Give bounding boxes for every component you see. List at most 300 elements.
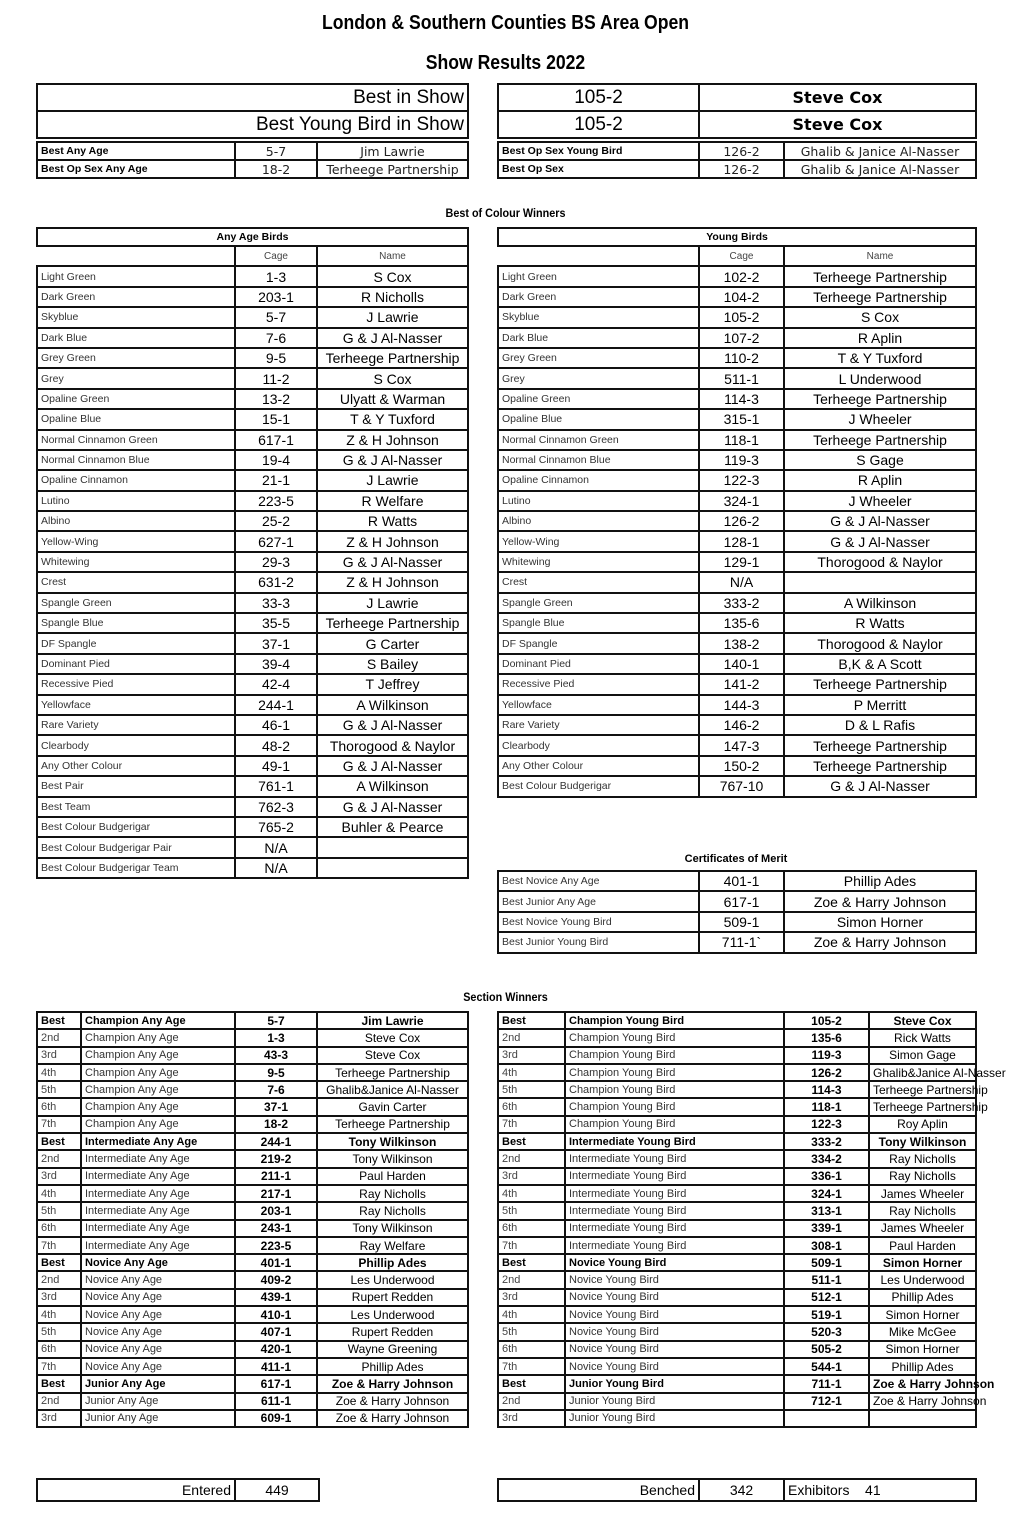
colour-label: Dark Green [37, 287, 235, 307]
table-row [37, 1012, 468, 1029]
table-row [498, 1133, 976, 1150]
class-name: Novice Any Age [81, 1289, 235, 1306]
top-awards-left-small [36, 141, 469, 179]
colour-label: Clearbody [37, 735, 235, 755]
exhibitor-name: J Lawrie [317, 470, 468, 490]
exhibitor-name: Zoe & Harry Johnson [869, 1393, 976, 1410]
placing: 3rd [37, 1410, 81, 1427]
exhibitor-name: D & L Rafis [784, 715, 976, 735]
colour-label: Dark Green [498, 287, 699, 307]
placing: 7th [37, 1237, 81, 1254]
award-row: Best Any Age 5-7 Jim Lawrie [37, 142, 468, 160]
exhibitor-name: G & J Al-Nasser [317, 756, 468, 776]
placing: 3rd [498, 1410, 565, 1427]
table-row [37, 531, 468, 551]
cage-header: Cage [235, 246, 317, 266]
placing: 6th [498, 1341, 565, 1358]
table-row [498, 1081, 976, 1098]
exhibitor-name [317, 858, 468, 878]
colour-label: Normal Cinnamon Green [498, 430, 699, 450]
exhibitor-name: Phillip Ades [869, 1358, 976, 1375]
table-row [37, 613, 468, 633]
placing: 4th [37, 1185, 81, 1202]
cage-number: 37-1 [235, 1098, 317, 1115]
cage-number: 1-3 [235, 266, 317, 286]
cage-number: 129-1 [699, 552, 784, 572]
exhibitor-name: Ray Nicholls [869, 1202, 976, 1219]
exhibitor-name [784, 572, 976, 592]
colour-label: Whitewing [37, 552, 235, 572]
cage-number: 333-2 [699, 593, 784, 613]
cage-number: 767-10 [699, 776, 784, 796]
exhibitor-name: Terheege Partnership [784, 756, 976, 776]
benched-label: Benched [498, 1479, 699, 1501]
cage-number: 122-3 [784, 1116, 869, 1133]
colour-label: Lutino [37, 491, 235, 511]
cage-number: 244-1 [235, 695, 317, 715]
placing: Best [498, 1012, 565, 1029]
exhibitor-name: Jim Lawrie [317, 1012, 468, 1029]
colour-label: Light Green [37, 266, 235, 286]
exhibitor-name: Mike McGee [869, 1323, 976, 1340]
placing: 3rd [37, 1168, 81, 1185]
table-row [498, 1289, 976, 1306]
class-name: Novice Any Age [81, 1254, 235, 1271]
best-young-in-show-label: Best Young Bird in Show [37, 111, 468, 138]
exhibitor-name: Simon Horner [784, 912, 976, 932]
placing: 4th [37, 1064, 81, 1081]
cage-number: 7-6 [235, 328, 317, 348]
placing: 5th [498, 1081, 565, 1098]
cage-number: 11-2 [235, 368, 317, 388]
table-row [498, 450, 976, 470]
cage-number: 512-1 [784, 1289, 869, 1306]
cage-number: 509-1 [784, 1254, 869, 1271]
cage-number: 105-2 [699, 307, 784, 327]
exhibitor-name: Zoe & Harry Johnson [784, 932, 976, 952]
table-row [37, 287, 468, 307]
class-name: Junior Any Age [81, 1393, 235, 1410]
table-row [37, 1306, 468, 1323]
section-young-table [497, 1011, 1006, 1428]
table-row [37, 1202, 468, 1219]
table-row [37, 1064, 468, 1081]
class-name: Champion Young Bird [565, 1012, 784, 1029]
class-name: Novice Any Age [81, 1323, 235, 1340]
table-row [37, 348, 468, 368]
cage-number: 135-6 [784, 1029, 869, 1046]
class-name: Intermediate Any Age [81, 1202, 235, 1219]
section-winners-heading: Section Winners [463, 990, 548, 1004]
colour-label: Normal Cinnamon Blue [37, 450, 235, 470]
exhibitor-name: Zoe & Harry Johnson [317, 1410, 468, 1427]
colour-label: Grey Green [37, 348, 235, 368]
table-row [498, 912, 976, 932]
colour-label: Any Other Colour [498, 756, 699, 776]
table-row [498, 368, 976, 388]
colour-label: Spangle Blue [498, 613, 699, 633]
exhibitor-name: Terheege Partnership [317, 613, 468, 633]
exhibitor-name: Z & H Johnson [317, 430, 468, 450]
cage-number: 135-6 [699, 613, 784, 633]
placing: 7th [498, 1116, 565, 1133]
best-in-show-cage: 105-2 [498, 84, 699, 111]
cage-number: 511-1 [784, 1271, 869, 1288]
cage-number: 334-2 [784, 1150, 869, 1167]
exhibitor-name: R Aplin [784, 470, 976, 490]
class-name: Champion Young Bird [565, 1081, 784, 1098]
colour-label: Recessive Pied [37, 674, 235, 694]
entered-label: Entered [37, 1479, 235, 1501]
exhibitor-name: Simon Horner [869, 1341, 976, 1358]
class-name: Champion Any Age [81, 1081, 235, 1098]
table-row [498, 654, 976, 674]
exhibitor-name: Thorogood & Naylor [784, 552, 976, 572]
table-row [37, 797, 468, 817]
cage-number: 126-2 [784, 1064, 869, 1081]
table-title: Any Age Birds [37, 228, 468, 246]
cage-number: 410-1 [235, 1306, 317, 1323]
cage-number: 315-1 [699, 409, 784, 429]
cage-number: 114-3 [784, 1081, 869, 1098]
table-row [37, 1393, 468, 1410]
cage-number: 407-1 [235, 1323, 317, 1340]
exhibitor-name: R Watts [784, 613, 976, 633]
table-row [498, 633, 976, 653]
class-name: Intermediate Any Age [81, 1150, 235, 1167]
colour-label: Yellowface [37, 695, 235, 715]
cage-number: 333-2 [784, 1133, 869, 1150]
table-row [37, 633, 468, 653]
class-name: Intermediate Any Age [81, 1237, 235, 1254]
class-name: Champion Young Bird [565, 1098, 784, 1115]
exhibitor-name: Terheege Partnership [317, 348, 468, 368]
cage-number: 762-3 [235, 797, 317, 817]
table-row [498, 1341, 976, 1358]
cage-number: 118-1 [699, 430, 784, 450]
table-row [498, 1150, 976, 1167]
table-row [37, 450, 468, 470]
table-row [37, 470, 468, 490]
colour-label: Grey [498, 368, 699, 388]
exhibitor-name: Ghalib&Janice Al-Nasser [869, 1064, 976, 1081]
table-row [37, 776, 468, 796]
cage-number: 617-1 [235, 430, 317, 450]
colour-label: Opaline Green [37, 389, 235, 409]
cage-number: 761-1 [235, 776, 317, 796]
cage-number: 29-3 [235, 552, 317, 572]
exhibitor-name: G & J Al-Nasser [317, 450, 468, 470]
cage-number: 336-1 [784, 1168, 869, 1185]
class-name: Novice Young Bird [565, 1254, 784, 1271]
table-row [498, 715, 976, 735]
exhibitor-name: Terheege Partnership [317, 1116, 468, 1133]
table-row [498, 1254, 976, 1271]
cage-number: 9-5 [235, 348, 317, 368]
table-row [37, 266, 468, 286]
exhibitor-name: Ray Nicholls [869, 1168, 976, 1185]
table-row [37, 1081, 468, 1098]
placing: 2nd [498, 1271, 565, 1288]
cage-number: 223-5 [235, 491, 317, 511]
colour-label: Whitewing [498, 552, 699, 572]
table-row [37, 1271, 468, 1288]
table-row [37, 552, 468, 572]
cage-number: 107-2 [699, 328, 784, 348]
page-subtitle: Show Results 2022 [425, 52, 586, 74]
cage-number: N/A [235, 858, 317, 878]
class-name: Champion Young Bird [565, 1064, 784, 1081]
colour-label: Best Colour Budgerigar [498, 776, 699, 796]
colour-label: Dominant Pied [37, 654, 235, 674]
class-name: Intermediate Young Bird [565, 1237, 784, 1254]
entered-total [36, 1478, 320, 1502]
table-row [37, 409, 468, 429]
cage-number: 37-1 [235, 633, 317, 653]
cage-number: 48-2 [235, 735, 317, 755]
class-name: Junior Young Bird [565, 1410, 784, 1427]
name-header: Name [317, 246, 468, 266]
cage-number: 7-6 [235, 1081, 317, 1098]
colour-label: Normal Cinnamon Green [37, 430, 235, 450]
table-row [498, 552, 976, 572]
placing: Best [37, 1133, 81, 1150]
colour-label: Spangle Green [498, 593, 699, 613]
best-in-show-label: Best in Show [37, 84, 468, 111]
table-row [37, 735, 468, 755]
cage-number: 439-1 [235, 1289, 317, 1306]
class-name: Novice Any Age [81, 1306, 235, 1323]
table-row [498, 1185, 976, 1202]
placing: Best [37, 1375, 81, 1392]
exhibitor-name: S Cox [317, 266, 468, 286]
table-row [37, 1133, 468, 1150]
table-row [37, 1375, 468, 1392]
exhibitor-name: Simon Horner [869, 1306, 976, 1323]
table-row [498, 1064, 976, 1081]
exhibitor-name: G & J Al-Nasser [784, 531, 976, 551]
exhibitor-name: Tony Wilkinson [317, 1133, 468, 1150]
colour-label: Best Colour Budgerigar Pair [37, 837, 235, 857]
colour-label: Normal Cinnamon Blue [498, 450, 699, 470]
colour-label: Best Junior Any Age [498, 891, 699, 911]
exhibitor-name: Ray Welfare [317, 1237, 468, 1254]
placing: Best [498, 1133, 565, 1150]
exhibitor-name: Paul Harden [869, 1237, 976, 1254]
cage-number: 144-3 [699, 695, 784, 715]
table-row [498, 756, 976, 776]
cage-number: 118-1 [784, 1098, 869, 1115]
placing: 2nd [498, 1029, 565, 1046]
exhibitor-name: J Lawrie [317, 307, 468, 327]
cage-number: 420-1 [235, 1341, 317, 1358]
exhibitor-name: Terheege Partnership [784, 674, 976, 694]
class-name: Champion Any Age [81, 1012, 235, 1029]
page-title: London & Southern Counties BS Area Open [321, 12, 689, 34]
colour-label: Opaline Cinnamon [37, 470, 235, 490]
exhibitor-name: Thorogood & Naylor [317, 735, 468, 755]
placing: 5th [498, 1323, 565, 1340]
table-row [37, 511, 468, 531]
cage-number: 39-4 [235, 654, 317, 674]
placing: 6th [37, 1341, 81, 1358]
exhibitor-name: Zoe & Harry Johnson [317, 1375, 468, 1392]
table-row [37, 307, 468, 327]
colour-label: Opaline Blue [37, 409, 235, 429]
table-row [498, 307, 976, 327]
table-row [498, 1271, 976, 1288]
cage-number: 401-1 [699, 871, 784, 891]
class-name: Novice Young Bird [565, 1306, 784, 1323]
exhibitor-name: Tony Wilkinson [317, 1150, 468, 1167]
colour-label: DF Spangle [498, 633, 699, 653]
colour-label: Yellow-Wing [498, 531, 699, 551]
exhibitor-name: G & J Al-Nasser [784, 511, 976, 531]
placing: 2nd [37, 1150, 81, 1167]
table-row [37, 817, 468, 837]
cage-number: 712-1 [784, 1393, 869, 1410]
cage-number: 244-1 [235, 1133, 317, 1150]
cage-number: 609-1 [235, 1410, 317, 1427]
exhibitor-name: Terheege Partnership [869, 1081, 976, 1098]
placing: 3rd [498, 1289, 565, 1306]
cage-number: 203-1 [235, 1202, 317, 1219]
table-row [498, 266, 976, 286]
table-row [37, 1029, 468, 1046]
colour-label: Spangle Blue [37, 613, 235, 633]
table-row [498, 409, 976, 429]
table-row [498, 1237, 976, 1254]
exhibitor-name [869, 1410, 976, 1427]
exhibitor-name: Z & H Johnson [317, 572, 468, 592]
placing: 2nd [498, 1393, 565, 1410]
colour-label: DF Spangle [37, 633, 235, 653]
exhibitor-name: Terheege Partnership [784, 266, 976, 286]
table-row [498, 695, 976, 715]
table-row [37, 1098, 468, 1115]
cage-number: 25-2 [235, 511, 317, 531]
table-row [498, 1410, 976, 1427]
class-name: Intermediate Young Bird [565, 1202, 784, 1219]
exhibitor-name [317, 837, 468, 857]
table-row [37, 695, 468, 715]
placing: Best [498, 1254, 565, 1271]
cage-number: 544-1 [784, 1358, 869, 1375]
cage-number: 102-2 [699, 266, 784, 286]
cage-number: 13-2 [235, 389, 317, 409]
exhibitor-name: T Jeffrey [317, 674, 468, 694]
table-row [37, 1168, 468, 1185]
name-header: Name [784, 246, 976, 266]
colour-label: Best Novice Any Age [498, 871, 699, 891]
placing: Best [37, 1254, 81, 1271]
exhibitor-name: Ray Nicholls [317, 1185, 468, 1202]
exhibitor-name: Simon Gage [869, 1047, 976, 1064]
placing: 4th [498, 1185, 565, 1202]
exhibitor-name: P Merritt [784, 695, 976, 715]
table-row [498, 1393, 976, 1410]
cage-number: 1-3 [235, 1029, 317, 1046]
cage-number: 119-3 [784, 1047, 869, 1064]
colour-young-table [497, 227, 977, 798]
best-of-colour-heading: Best of Colour Winners [445, 206, 566, 220]
exhibitor-name: T & Y Tuxford [784, 348, 976, 368]
class-name: Junior Any Age [81, 1410, 235, 1427]
table-row [37, 389, 468, 409]
table-row [37, 1185, 468, 1202]
table-row [498, 572, 976, 592]
exhibitor-name: S Bailey [317, 654, 468, 674]
best-young-in-show-cage: 105-2 [498, 111, 699, 138]
table-row [498, 1220, 976, 1237]
placing: 6th [498, 1220, 565, 1237]
table-row [37, 1341, 468, 1358]
exhibitor-name: J Wheeler [784, 491, 976, 511]
exhibitor-name: B,K & A Scott [784, 654, 976, 674]
colour-label: Grey [37, 368, 235, 388]
class-name: Champion Any Age [81, 1047, 235, 1064]
placing: 7th [37, 1116, 81, 1133]
table-row [498, 1323, 976, 1340]
colour-label: Albino [37, 511, 235, 531]
exhibitor-name: Rupert Redden [317, 1289, 468, 1306]
class-name: Champion Any Age [81, 1116, 235, 1133]
cage-header: Cage [699, 246, 784, 266]
exhibitor-name: A Wilkinson [317, 695, 468, 715]
colour-label: Clearbody [498, 735, 699, 755]
table-row [37, 1116, 468, 1133]
table-row [498, 491, 976, 511]
cage-number: 49-1 [235, 756, 317, 776]
exhibitor-name: Steve Cox [869, 1012, 976, 1029]
table-row [37, 1410, 468, 1427]
cage-number: 104-2 [699, 287, 784, 307]
exhibitor-name: L Underwood [784, 368, 976, 388]
exhibitor-name: Terheege Partnership [784, 735, 976, 755]
placing: 6th [37, 1220, 81, 1237]
exhibitor-name: Terheege Partnership [317, 1064, 468, 1081]
colour-label: Opaline Blue [498, 409, 699, 429]
colour-label: Crest [37, 572, 235, 592]
placing: 2nd [37, 1271, 81, 1288]
class-name: Novice Young Bird [565, 1289, 784, 1306]
cage-number: 217-1 [235, 1185, 317, 1202]
colour-label: Grey Green [498, 348, 699, 368]
table-row [37, 715, 468, 735]
exhibitor-name: Phillip Ades [317, 1358, 468, 1375]
class-name: Junior Any Age [81, 1375, 235, 1392]
table-row [37, 858, 468, 878]
table-row [498, 871, 976, 891]
cage-number: 243-1 [235, 1220, 317, 1237]
cage-number: 35-5 [235, 613, 317, 633]
exhibitor-name: Steve Cox [317, 1047, 468, 1064]
table-row [498, 1098, 976, 1115]
table-row [498, 1047, 976, 1064]
cage-number: 711-1 [784, 1375, 869, 1392]
table-row [37, 1220, 468, 1237]
colour-label: Rare Variety [498, 715, 699, 735]
exhibitor-name: R Watts [317, 511, 468, 531]
colour-label: Rare Variety [37, 715, 235, 735]
cage-number: 33-3 [235, 593, 317, 613]
certificates-table [497, 870, 977, 954]
cage-number: 765-2 [235, 817, 317, 837]
table-row [37, 654, 468, 674]
top-awards-right-small [497, 141, 977, 179]
class-name: Novice Any Age [81, 1271, 235, 1288]
exhibitor-name: Wayne Greening [317, 1341, 468, 1358]
